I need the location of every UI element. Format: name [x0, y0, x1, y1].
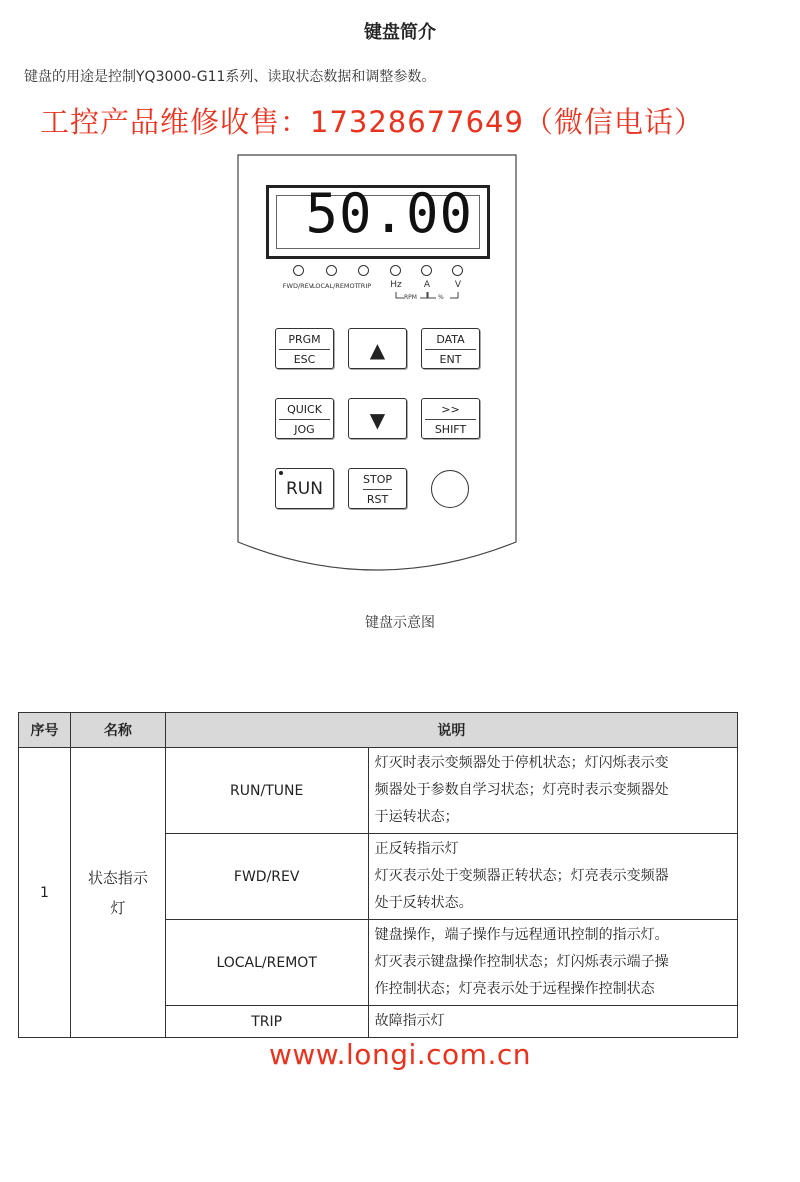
jog-label: JOG: [294, 423, 315, 436]
ad-banner: 工控产品维修收售：17328677649（微信电话）: [40, 105, 704, 139]
ent-label: ENT: [439, 353, 462, 366]
quick-label: QUICK: [287, 403, 322, 416]
led-local-remot: [326, 265, 337, 276]
led-hz: [390, 265, 401, 276]
unit-rpm: RPM: [404, 294, 417, 301]
down-arrow-icon: ▼: [369, 408, 386, 432]
header-index: 序号: [19, 713, 71, 748]
shift-button[interactable]: [421, 398, 480, 439]
led-label-local-remot: LOCAL/REMOT: [312, 282, 359, 290]
stop-rst-button[interactable]: [348, 468, 407, 509]
desc-local-remot: [368, 920, 737, 1006]
spec-table: [18, 712, 738, 1038]
row-name-line2: 灯: [110, 898, 126, 917]
item-local-remot: LOCAL/REMOT: [165, 920, 368, 1006]
desc-line: 灯灭表示键盘操作控制状态；灯闪烁表示端子操: [374, 954, 669, 970]
table-row: [19, 748, 738, 834]
display-value: 50.00: [305, 182, 473, 245]
up-arrow-icon: ▲: [369, 338, 386, 362]
led-fwd-rev: [293, 265, 304, 276]
run-indicator-dot: [279, 471, 283, 475]
prgm-label: PRGM: [288, 333, 321, 346]
row-name: [70, 748, 165, 1038]
item-trip: TRIP: [165, 1006, 368, 1038]
page-title: 键盘简介: [364, 22, 436, 43]
led-label-a: A: [423, 280, 431, 290]
desc-line: 正反转指示灯: [374, 841, 459, 857]
desc-line: 灯灭时表示变频器处于停机状态；灯闪烁表示变: [374, 755, 669, 771]
item-fwd-rev: FWD/REV: [165, 834, 368, 920]
data-ent-button[interactable]: [421, 328, 480, 369]
row-name-line1: 状态指示: [87, 868, 148, 887]
up-button[interactable]: [348, 328, 407, 369]
down-button[interactable]: [348, 398, 407, 439]
header-name: 名称: [70, 713, 165, 748]
shift-arrows-label: >>: [441, 403, 460, 416]
shift-label: SHIFT: [434, 423, 467, 436]
led-v: [452, 265, 463, 276]
rst-label: RST: [366, 493, 389, 506]
desc-line: 作控制状态；灯亮表示处于远程操作控制状态: [374, 981, 655, 997]
desc-line: 处于反转状态。: [374, 895, 473, 911]
unit-percent: %: [438, 294, 444, 301]
led-label-trip: TRIP: [356, 282, 372, 290]
desc-line: 故障指示灯: [374, 1013, 445, 1029]
desc-line: 键盘操作，端子操作与远程通讯控制的指示灯。: [374, 927, 669, 943]
header-description: 说明: [165, 713, 737, 748]
led-label-fwd-rev: FWD/REV: [282, 282, 314, 290]
run-label: RUN: [286, 479, 323, 499]
led-label-hz: Hz: [390, 280, 402, 290]
quick-jog-button[interactable]: [275, 398, 334, 439]
led-trip: [358, 265, 369, 276]
data-label: DATA: [436, 333, 465, 346]
figure-caption: 键盘示意图: [365, 615, 435, 631]
desc-line: 灯灭表示处于变频器正转状态；灯亮表示变频器: [374, 868, 669, 884]
esc-label: ESC: [293, 353, 316, 366]
display-panel: [266, 182, 490, 259]
desc-line: 于运转状态；: [374, 809, 459, 825]
footer-url: www.longi.com.cn: [269, 1038, 531, 1071]
led-label-v: V: [454, 280, 462, 290]
desc-run-tune: [368, 748, 737, 834]
stop-label: STOP: [363, 473, 392, 486]
desc-trip: [368, 1006, 737, 1038]
desc-fwd-rev: [368, 834, 737, 920]
led-a: [421, 265, 432, 276]
item-run-tune: RUN/TUNE: [165, 748, 368, 834]
desc-line: 频器处于参数自学习状态；灯亮时表示变频器处: [374, 782, 669, 798]
row-index: 1: [19, 748, 71, 1038]
prgm-esc-button[interactable]: [275, 328, 334, 369]
potentiometer-knob[interactable]: [431, 470, 469, 508]
intro-text: 键盘的用途是控制YQ3000-G11系列、读取状态数据和调整参数。: [24, 69, 436, 85]
run-button[interactable]: [275, 468, 334, 509]
